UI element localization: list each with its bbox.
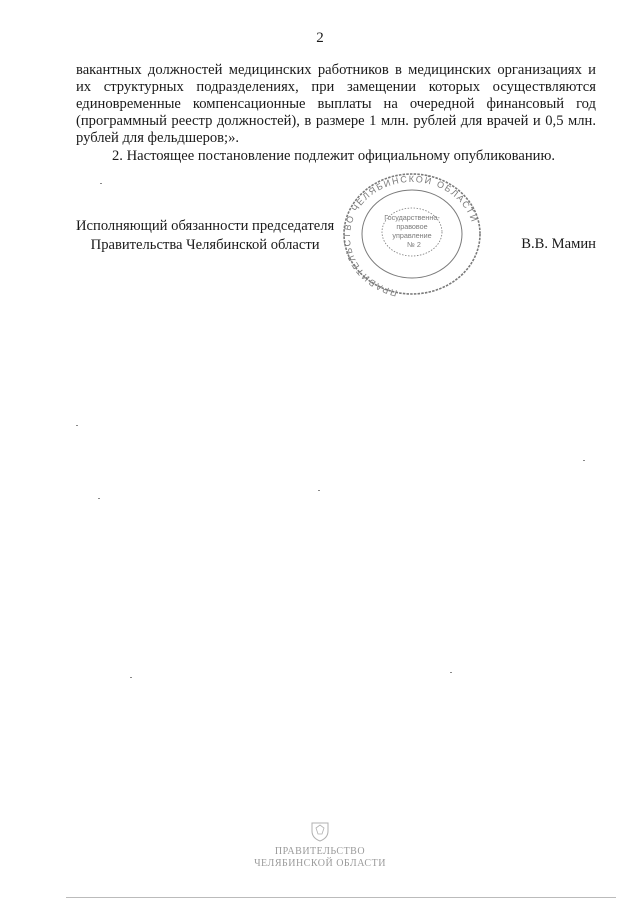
page-number: 2 [316,30,324,46]
speck [583,460,585,461]
footer-logo [0,820,640,870]
speck [130,677,132,678]
signature-name: В.В. Мамин [521,236,596,252]
seal-center-line-1: Государственно- [384,213,440,222]
speck [98,498,100,499]
seal-ring-text: ПРАВИТЕЛЬСТВО ЧЕЛЯБИНСКОЙ ОБЛАСТИ [341,173,480,298]
speck [450,672,452,673]
document-body [76,62,596,165]
footer-line-1: ПРАВИТЕЛЬСТВО [274,846,366,857]
seal-center-line-4: № 2 [407,240,421,249]
signature-position [76,217,334,255]
speck [76,425,78,426]
seal-center-line-2: правовое [396,222,428,231]
official-seal-stamp [340,170,484,298]
seal-center-line-3: управление [392,231,432,240]
signature-position-line-2: Правительства Челябинской области [90,237,320,253]
signature-position-line-1: Исполняющий обязанности председателя [76,218,335,234]
body-paragraph-2: 2. Настоящее постановление подлежит официальному опубликованию. [112,148,556,164]
body-paragraph-1: вакантных должностей медицинских работников в медицинских организациях и их структурных подразделениях, при замещении которых осуществляются единовременные компенсационные выплаты на очередной финансовый год (программный реестр должностей), в размере 1 млн. рублей для врачей и 0,5 млн. рублей для фельдшеров;». [76,62,596,146]
speck [100,183,102,184]
speck [318,490,320,491]
coat-of-arms-icon [308,820,332,842]
footer-line-2: ЧЕЛЯБИНСКОЙ ОБЛАСТИ [254,858,386,869]
bottom-rule [66,897,616,898]
